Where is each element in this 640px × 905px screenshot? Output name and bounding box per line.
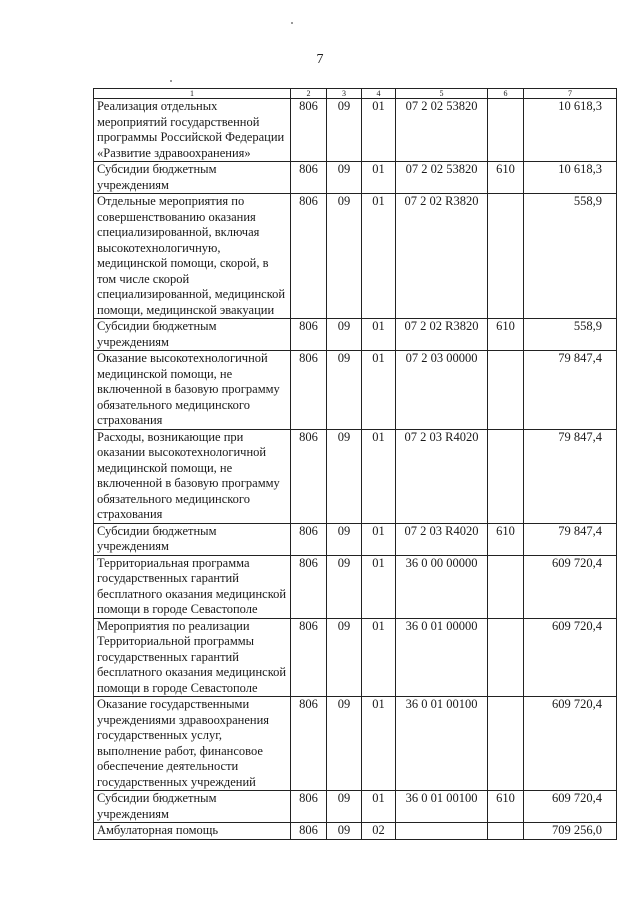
expense-type-code-cell — [488, 194, 524, 319]
header-cell: 6 — [488, 89, 524, 99]
scan-speck — [291, 22, 293, 24]
ministry-code-cell: 806 — [291, 162, 327, 194]
ministry-code-cell: 806 — [291, 319, 327, 351]
item-name-cell: Субсидии бюджетным учреждениям — [94, 523, 291, 555]
table-row — [94, 351, 617, 430]
subsection-code-cell: 01 — [362, 429, 396, 523]
item-name-cell: Оказание государственными учреждениями здравоохранения государственных услуг, выполнение работ, финансовое обеспечение деятельности государственных учреждений — [94, 697, 291, 791]
header-cell: 4 — [362, 89, 396, 99]
subsection-code-cell: 01 — [362, 523, 396, 555]
amount-cell: 609 720,4 — [524, 555, 617, 618]
section-code-cell: 09 — [327, 351, 362, 430]
target-item-code-cell: 07 2 03 00000 — [396, 351, 488, 430]
target-item-code-cell — [396, 823, 488, 840]
section-code-cell: 09 — [327, 555, 362, 618]
budget-table — [93, 88, 617, 840]
header-cell: 1 — [94, 89, 291, 99]
ministry-code-cell: 806 — [291, 194, 327, 319]
ministry-code-cell: 806 — [291, 523, 327, 555]
expense-type-code-cell: 610 — [488, 523, 524, 555]
section-code-cell: 09 — [327, 791, 362, 823]
ministry-code-cell: 806 — [291, 697, 327, 791]
section-code-cell: 09 — [327, 162, 362, 194]
amount-cell: 79 847,4 — [524, 351, 617, 430]
section-code-cell: 09 — [327, 697, 362, 791]
header-cell: 5 — [396, 89, 488, 99]
expense-type-code-cell — [488, 555, 524, 618]
subsection-code-cell: 01 — [362, 618, 396, 697]
amount-cell: 79 847,4 — [524, 429, 617, 523]
ministry-code-cell: 806 — [291, 791, 327, 823]
table-row — [94, 697, 617, 791]
expense-type-code-cell — [488, 351, 524, 430]
ministry-code-cell: 806 — [291, 555, 327, 618]
section-code-cell: 09 — [327, 823, 362, 840]
expense-type-code-cell: 610 — [488, 791, 524, 823]
expense-type-code-cell: 610 — [488, 319, 524, 351]
subsection-code-cell: 01 — [362, 319, 396, 351]
target-item-code-cell: 07 2 02 53820 — [396, 162, 488, 194]
target-item-code-cell: 07 2 03 R4020 — [396, 523, 488, 555]
amount-cell: 10 618,3 — [524, 162, 617, 194]
subsection-code-cell: 01 — [362, 791, 396, 823]
expense-type-code-cell — [488, 618, 524, 697]
header-cell: 2 — [291, 89, 327, 99]
table-row — [94, 823, 617, 840]
item-name-cell: Субсидии бюджетным учреждениям — [94, 791, 291, 823]
expense-type-code-cell: 610 — [488, 162, 524, 194]
item-name-cell: Реализация отдельных мероприятий государственной программы Российской Федерации «Развитие здравоохранения» — [94, 99, 291, 162]
table-row — [94, 99, 617, 162]
amount-cell: 609 720,4 — [524, 697, 617, 791]
expense-type-code-cell — [488, 697, 524, 791]
section-code-cell: 09 — [327, 523, 362, 555]
item-name-cell: Территориальная программа государственных гарантий бесплатного оказания медицинской помощи в городе Севастополе — [94, 555, 291, 618]
ministry-code-cell: 806 — [291, 99, 327, 162]
item-name-cell: Субсидии бюджетным учреждениям — [94, 162, 291, 194]
table-row — [94, 194, 617, 319]
item-name-cell: Субсидии бюджетным учреждениям — [94, 319, 291, 351]
target-item-code-cell: 36 0 00 00000 — [396, 555, 488, 618]
section-code-cell: 09 — [327, 194, 362, 319]
section-code-cell: 09 — [327, 618, 362, 697]
amount-cell: 10 618,3 — [524, 99, 617, 162]
target-item-code-cell: 07 2 03 R4020 — [396, 429, 488, 523]
table-row — [94, 319, 617, 351]
subsection-code-cell: 01 — [362, 194, 396, 319]
subsection-code-cell: 01 — [362, 99, 396, 162]
header-cell: 7 — [524, 89, 617, 99]
item-name-cell: Расходы, возникающие при оказании высокотехнологичной медицинской помощи, не включенной в базовую программу обязательного медицинского страхования — [94, 429, 291, 523]
table-row — [94, 555, 617, 618]
target-item-code-cell: 36 0 01 00100 — [396, 697, 488, 791]
ministry-code-cell: 806 — [291, 429, 327, 523]
amount-cell: 558,9 — [524, 319, 617, 351]
section-code-cell: 09 — [327, 429, 362, 523]
expense-type-code-cell — [488, 99, 524, 162]
amount-cell: 609 720,4 — [524, 791, 617, 823]
header-row — [94, 89, 617, 99]
ministry-code-cell: 806 — [291, 618, 327, 697]
subsection-code-cell: 01 — [362, 697, 396, 791]
header-cell: 3 — [327, 89, 362, 99]
subsection-code-cell: 01 — [362, 162, 396, 194]
expense-type-code-cell — [488, 823, 524, 840]
item-name-cell: Амбулаторная помощь — [94, 823, 291, 840]
expense-type-code-cell — [488, 429, 524, 523]
amount-cell: 79 847,4 — [524, 523, 617, 555]
ministry-code-cell: 806 — [291, 823, 327, 840]
subsection-code-cell: 02 — [362, 823, 396, 840]
table-row — [94, 791, 617, 823]
amount-cell: 609 720,4 — [524, 618, 617, 697]
section-code-cell: 09 — [327, 319, 362, 351]
table-row — [94, 429, 617, 523]
page-number: 7 — [316, 52, 324, 67]
amount-cell: 709 256,0 — [524, 823, 617, 840]
target-item-code-cell: 36 0 01 00100 — [396, 791, 488, 823]
section-code-cell: 09 — [327, 99, 362, 162]
item-name-cell: Оказание высокотехнологичной медицинской помощи, не включенной в базовую программу обязательного медицинского страхования — [94, 351, 291, 430]
target-item-code-cell: 07 2 02 R3820 — [396, 194, 488, 319]
target-item-code-cell: 07 2 02 R3820 — [396, 319, 488, 351]
target-item-code-cell: 36 0 01 00000 — [396, 618, 488, 697]
item-name-cell: Отдельные мероприятия по совершенствованию оказания специализированной, включая высокотехнологичную, медицинской помощи, скорой, в том числе скорой специализированной, медицинской помощи, медицинской эвакуации — [94, 194, 291, 319]
ministry-code-cell: 806 — [291, 351, 327, 430]
table-row — [94, 618, 617, 697]
amount-cell: 558,9 — [524, 194, 617, 319]
table-row — [94, 523, 617, 555]
item-name-cell: Мероприятия по реализации Территориальной программы государственных гарантий бесплатного оказания медицинской помощи в городе Севастополе — [94, 618, 291, 697]
table-row — [94, 162, 617, 194]
subsection-code-cell: 01 — [362, 555, 396, 618]
target-item-code-cell: 07 2 02 53820 — [396, 99, 488, 162]
scan-speck — [170, 80, 172, 82]
subsection-code-cell: 01 — [362, 351, 396, 430]
